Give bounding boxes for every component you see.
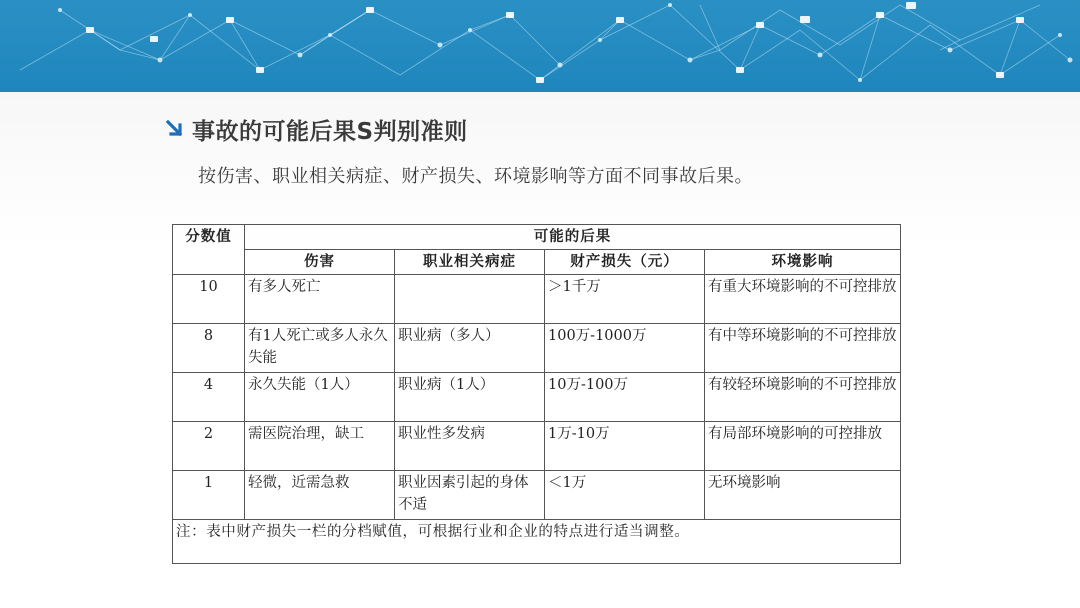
property-cell: 10万-100万 — [545, 373, 705, 422]
score-cell: 1 — [173, 471, 245, 520]
slide-title: 事故的可能后果S判别准则 — [192, 118, 468, 145]
property-cell: 1万-10万 — [545, 422, 705, 471]
environment-cell: 有较轻环境影响的不可控排放 — [705, 373, 901, 422]
table-row — [173, 471, 901, 520]
column-header-environment: 环境影响 — [705, 250, 901, 275]
consequence-group-header: 可能的后果 — [245, 225, 901, 250]
criteria-table — [172, 224, 901, 564]
score-cell: 10 — [173, 275, 245, 324]
score-cell: 8 — [173, 324, 245, 373]
table-row — [173, 422, 901, 471]
disease-cell: 职业因素引起的身体不适 — [395, 471, 545, 520]
table-row — [173, 275, 901, 324]
slide-title-row — [166, 112, 468, 146]
environment-cell: 无环境影响 — [705, 471, 901, 520]
table-row — [173, 373, 901, 422]
injury-cell: 有多人死亡 — [245, 275, 395, 324]
injury-cell: 有1人死亡或多人永久失能 — [245, 324, 395, 373]
column-header-disease: 职业相关病症 — [395, 250, 545, 275]
table-subheader-row — [173, 250, 901, 275]
injury-cell: 需医院治理，缺工 — [245, 422, 395, 471]
property-cell: ＞1千万 — [545, 275, 705, 324]
slide-subtitle: 按伤害、职业相关病症、财产损失、环境影响等方面不同事故后果。 — [198, 166, 753, 187]
property-cell: 100万-1000万 — [545, 324, 705, 373]
environment-cell: 有中等环境影响的不可控排放 — [705, 324, 901, 373]
table-note: 注：表中财产损失一栏的分档赋值，可根据行业和企业的特点进行适当调整。 — [173, 520, 901, 564]
arrow-down-right-icon — [166, 120, 184, 138]
property-cell: ＜1万 — [545, 471, 705, 520]
environment-cell: 有局部环境影响的可控排放 — [705, 422, 901, 471]
disease-cell — [395, 275, 545, 324]
environment-cell: 有重大环境影响的不可控排放 — [705, 275, 901, 324]
injury-cell: 轻微，近需急救 — [245, 471, 395, 520]
score-cell: 2 — [173, 422, 245, 471]
disease-cell: 职业性多发病 — [395, 422, 545, 471]
score-cell: 4 — [173, 373, 245, 422]
header-banner — [0, 0, 1080, 92]
column-header-property: 财产损失（元） — [545, 250, 705, 275]
disease-cell: 职业病（1人） — [395, 373, 545, 422]
column-header-injury: 伤害 — [245, 250, 395, 275]
table-note-row — [173, 520, 901, 564]
injury-cell: 永久失能（1人） — [245, 373, 395, 422]
table-header-row — [173, 225, 901, 250]
disease-cell: 职业病（多人） — [395, 324, 545, 373]
table-row — [173, 324, 901, 373]
score-header: 分数值 — [173, 225, 245, 275]
network-pattern — [0, 0, 1080, 92]
